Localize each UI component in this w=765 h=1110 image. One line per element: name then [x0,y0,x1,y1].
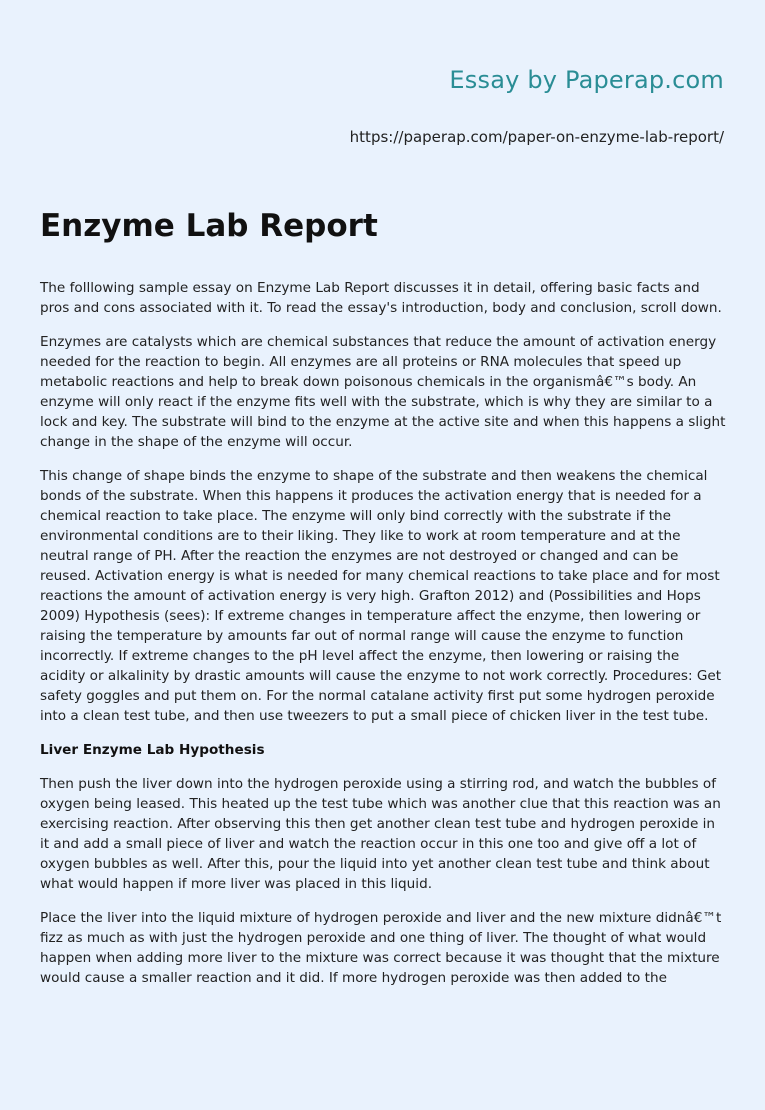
site-brand[interactable]: Essay by Paperap.com [449,66,724,94]
paragraph-shape-change: This change of shape binds the enzyme to shape of the substrate and then weakens the chemical bonds of the substrate. When this happens it produces the activation energy that is needed for a chemical reaction to take place. The enzyme will only bind correctly with the substrate if the environmental conditions are to their liking. They like to work at room temperature and at the neutral range of PH. After the reaction the enzymes are not destroyed or changed and can be reused. Activation energy is what is needed for many chemical reactions to take place and for most reactions the amount of activation energy is very high. Grafton 2012) and (Possibilities and Hops 2009) Hypothesis (sees): If extreme changes in temperature affect the enzyme, then lowering or raising the temperature by amounts far out of normal range will cause the enzyme to function incorrectly. If extreme changes to the pH level affect the enzyme, then lowering or raising the acidity or alkalinity by drastic amounts will cause the enzyme to not work correctly. Procedures: Get safety goggles and put them on. For the normal catalane activity first put some hydrogen peroxide into a clean test tube, and then use tweezers to put a small piece of chicken liver in the test tube. [40,468,722,724]
paragraph-liver-mixture: Place the liver into the liquid mixture of hydrogen peroxide and liver and the new mixture didnâ€™t fizz as much as with just the hydrogen peroxide and one thing of liver. The thought of what would happen when adding more liver to the mixture was correct because it was thought that the mixture would cause a smaller reaction and it did. If more hydrogen peroxide was then added to the [40,910,722,986]
page-title: Enzyme Lab Report [40,208,378,244]
article-body [40,278,728,1002]
paragraph-liver-reaction: Then push the liver down into the hydrogen peroxide using a stirring rod, and watch the bubbles of oxygen being leased. This heated up the test tube which was another clue that this reaction was an exercising reaction. After observing this then get another clean test tube and hydrogen peroxide in it and add a small piece of liver and watch the reaction occur in this one too and give off a lot of oxygen bubbles as well. After this, pour the liquid into yet another clean test tube and think about what would happen if more liver was placed in this liquid. [40,776,721,892]
paragraph-enzymes-catalysts: Enzymes are catalysts which are chemical substances that reduce the amount of activation energy needed for the reaction to begin. All enzymes are all proteins or RNA molecules that speed up metabolic reactions and help to break down poisonous chemicals in the organismâ€™s body. An enzyme will only react if the enzyme fits well with the substrate, which is why they are similar to a lock and key. The substrate will bind to the enzyme at the active site and when this happens a slight change in the shape of the enzyme will occur. [40,334,726,450]
page-url[interactable]: https://paperap.com/paper-on-enzyme-lab-report/ [349,128,724,146]
section-heading: Liver Enzyme Lab Hypothesis [40,742,265,758]
intro-paragraph: The folllowing sample essay on Enzyme Lab Report discusses it in detail, offering basic facts and pros and cons associated with it. To read the essay's introduction, body and conclusion, scroll down. [40,280,722,316]
